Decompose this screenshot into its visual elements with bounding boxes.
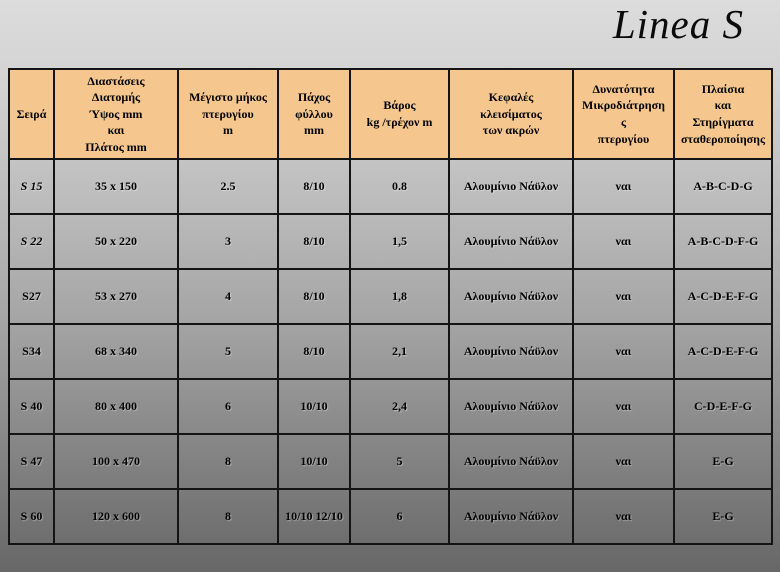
table-cell: 5 (178, 324, 278, 379)
table-cell: 6 (178, 379, 278, 434)
table-row (9, 324, 772, 379)
column-header-line: ς (620, 115, 627, 129)
table-cell: 8/10 (278, 324, 350, 379)
table-cell: 8 (178, 489, 278, 544)
table-cell: 35 x 150 (54, 159, 178, 214)
table-body (9, 159, 772, 544)
table-cell: A-B-C-D-G (674, 159, 772, 214)
table-cell: A-C-D-E-F-G (674, 324, 772, 379)
table-cell: 1,8 (350, 269, 449, 324)
table-cell: ναι (573, 324, 674, 379)
table-cell: 10/10 (278, 379, 350, 434)
table-cell: Αλουμίνιο Νάϋλον (449, 379, 573, 434)
series-cell: S 15 (9, 159, 54, 214)
product-table (8, 68, 773, 545)
column-header-line: Πλάτος mm (85, 139, 147, 154)
table-cell: ναι (573, 489, 674, 544)
column-header (178, 69, 278, 159)
table-cell: 1,5 (350, 214, 449, 269)
table-cell: ναι (573, 379, 674, 434)
series-cell: S 60 (9, 489, 54, 544)
table-cell: 80 x 400 (54, 379, 178, 434)
table-cell: 120 x 600 (54, 489, 178, 544)
table-cell: A-C-D-E-F-G (674, 269, 772, 324)
column-header-line: πτερυγίου (202, 106, 254, 121)
table-cell: Αλουμίνιο Νάϋλον (449, 324, 573, 379)
column-header-line: και (107, 123, 125, 138)
table-row (9, 489, 772, 544)
table-row (9, 269, 772, 324)
column-header-line: Πάχος (297, 90, 331, 105)
column-header (9, 69, 54, 159)
column-header (449, 69, 573, 159)
series-cell: S27 (9, 269, 54, 324)
series-cell: S 47 (9, 434, 54, 489)
series-cell: S 40 (9, 379, 54, 434)
table-cell: 10/10 12/10 (278, 489, 350, 544)
table-cell: 8/10 (278, 214, 350, 269)
table-cell: 8/10 (278, 269, 350, 324)
table-cell: 3 (178, 214, 278, 269)
column-header-line: Σειρά (16, 106, 47, 121)
table-cell: 53 x 270 (54, 269, 178, 324)
column-header-line: Στηρίγματα (692, 115, 754, 129)
table-cell: 5 (350, 434, 449, 489)
column-header-line: Μέγιστο μήκος (189, 90, 267, 105)
table-cell: 2,4 (350, 379, 449, 434)
table-cell: 6 (350, 489, 449, 544)
table-cell: C-D-E-F-G (674, 379, 772, 434)
column-header-line: mm (304, 123, 324, 138)
table-cell: ναι (573, 269, 674, 324)
table-cell: Αλουμίνιο Νάϋλον (449, 269, 573, 324)
table-cell: E-G (674, 489, 772, 544)
column-header-line: Διατομής (91, 90, 141, 105)
table-cell: 100 x 470 (54, 434, 178, 489)
table-cell: 50 x 220 (54, 214, 178, 269)
table-row (9, 379, 772, 434)
column-header-line: Διαστάσεις (87, 73, 145, 88)
column-header-line: Δυνατότητα (592, 81, 655, 96)
table-cell: 0.8 (350, 159, 449, 214)
table-cell: A-B-C-D-F-G (674, 214, 772, 269)
table-cell: Αλουμίνιο Νάϋλον (449, 434, 573, 489)
series-cell: S34 (9, 324, 54, 379)
column-header (350, 69, 449, 159)
table-cell: ναι (573, 214, 674, 269)
column-header (573, 69, 674, 159)
table-row (9, 434, 772, 489)
column-header-line: σταθεροποίησης (680, 131, 766, 146)
column-header-line: Ύψος mm (89, 106, 143, 121)
column-header (278, 69, 350, 159)
column-header (674, 69, 772, 159)
column-header-line: Βάρος (383, 98, 416, 113)
column-header-line: kg /τρέχον m (366, 115, 433, 129)
table-cell: 2,1 (350, 324, 449, 379)
column-header-line: πτερυγίου (597, 131, 650, 146)
column-header (54, 69, 178, 159)
column-header-line: φύλλου (295, 106, 333, 121)
column-header-line: Κεφαλές (488, 90, 534, 105)
table-row (9, 214, 772, 269)
column-header-line: m (223, 123, 233, 138)
column-header-line: και (714, 98, 732, 113)
table-cell: Αλουμίνιο Νάϋλον (449, 489, 573, 544)
table-cell: Αλουμίνιο Νάϋλον (449, 159, 573, 214)
page-title: Linea S (612, 1, 744, 47)
column-header-line: των ακρών (482, 123, 540, 138)
series-cell: S 22 (9, 214, 54, 269)
table-cell: Αλουμίνιο Νάϋλον (449, 214, 573, 269)
header-row (9, 69, 772, 159)
table-cell: 4 (178, 269, 278, 324)
column-header-line: κλεισίματος (480, 106, 542, 121)
column-header-line: Μικροδιάτρηση (582, 98, 665, 113)
table-cell: ναι (573, 159, 674, 214)
table-cell: 8 (178, 434, 278, 489)
table-cell: ναι (573, 434, 674, 489)
table-cell: 8/10 (278, 159, 350, 214)
column-header-line: Πλαίσια (701, 81, 745, 96)
table-cell: 68 x 340 (54, 324, 178, 379)
table-cell: E-G (674, 434, 772, 489)
table-cell: 10/10 (278, 434, 350, 489)
table-row (9, 159, 772, 214)
table-cell: 2.5 (178, 159, 278, 214)
